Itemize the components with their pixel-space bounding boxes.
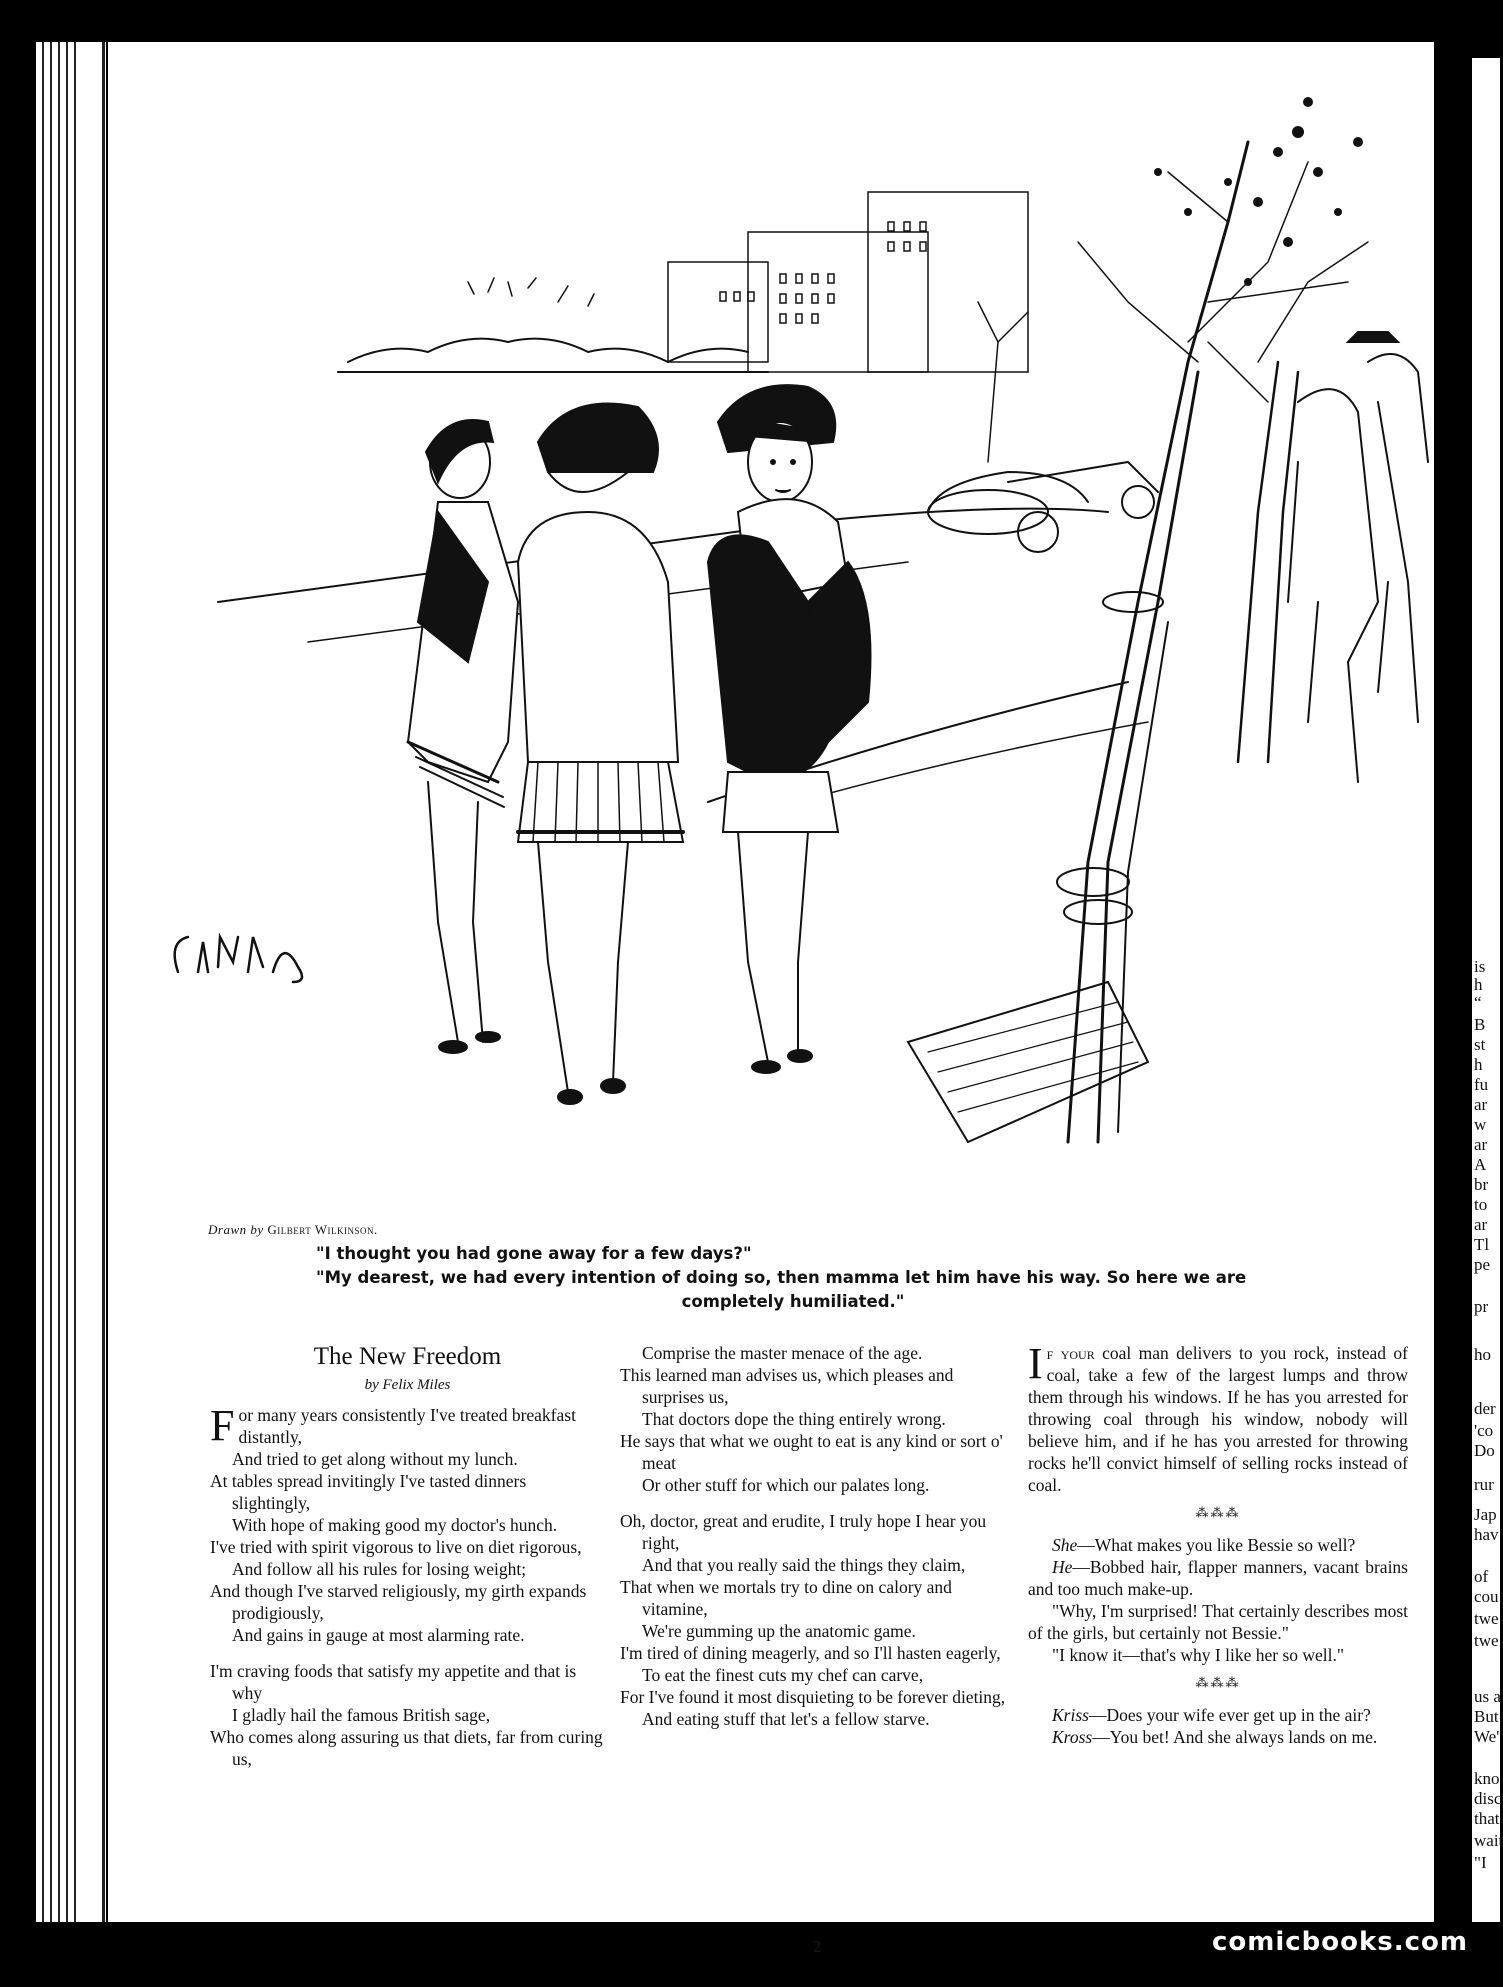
- cartoon-caption: [308, 1242, 1278, 1314]
- adjacent-page-fragment: Tl: [1474, 1235, 1490, 1254]
- poem-line: I'm tired of dining meagerly, and so I'll hasten eagerly,: [620, 1643, 1001, 1663]
- adjacent-page-fragment: Do: [1474, 1441, 1495, 1460]
- adjacent-page-fragment: wait: [1474, 1831, 1503, 1850]
- adjacent-page-fragment: 'co: [1474, 1421, 1494, 1440]
- dialogue-line: [1028, 1556, 1408, 1600]
- poem-line: Comprise the master menace of the age.: [642, 1343, 923, 1363]
- jokes-column: [1028, 1339, 1408, 1748]
- adjacent-page-fragment: ar: [1474, 1215, 1488, 1234]
- poem-line: With hope of making good my doctor's hunch.: [232, 1515, 558, 1535]
- dialogue-line: "Why, I'm surprised! That certainly describes most of the girls, but certainly not Bessie.": [1028, 1601, 1408, 1643]
- poem-line: That doctors dope the thing entirely wrong.: [642, 1409, 946, 1429]
- adjacent-page-fragment: ar: [1474, 1095, 1488, 1114]
- adjacent-page-fragment: fu: [1474, 1075, 1489, 1094]
- coal-joke: [1028, 1339, 1408, 1496]
- adjacent-page-fragment: pe: [1474, 1255, 1491, 1274]
- adjacent-page-fragment: ho: [1474, 1345, 1491, 1364]
- adjacent-page-fragment: der: [1474, 1399, 1496, 1418]
- dialogue-text: —Does your wife ever get up in the air?: [1088, 1705, 1371, 1725]
- poem-line: To eat the finest cuts my chef can carve,: [642, 1665, 924, 1685]
- caption-line-2: "My dearest, we had every intention of doing so, then mamma let him have his way. So here we are: [316, 1268, 1247, 1287]
- poem-line: I've tried with spirit vigorous to live on diet rigorous,: [210, 1537, 582, 1557]
- adjacent-page-fragment: We': [1474, 1727, 1500, 1746]
- dialogue-line: "I know it—that's why I like her so well.": [1052, 1645, 1345, 1665]
- adjacent-page-fragment: us a: [1474, 1687, 1501, 1706]
- poem-line: And eating stuff that let's a fellow starve.: [642, 1709, 930, 1729]
- dialogue-line: [1028, 1726, 1408, 1748]
- adjacent-page-strip: [1472, 58, 1503, 1922]
- illustration-credit: [208, 1222, 378, 1238]
- adjacent-page-fragment: to: [1474, 1195, 1488, 1214]
- adjacent-page-fragment: is: [1474, 957, 1486, 976]
- caption-line-1: "I thought you had gone away for a few days?": [316, 1244, 752, 1263]
- speaker-he: He: [1052, 1557, 1073, 1577]
- adjacent-page-fragment: cou: [1474, 1587, 1499, 1606]
- poem-line: For I've found it most disquieting to be forever dieting,: [620, 1687, 1006, 1707]
- adjacent-page-fragment: twe: [1474, 1609, 1499, 1628]
- poem-line: And gains in gauge at most alarming rate.: [232, 1625, 525, 1645]
- poem-line: Or other stuff for which our palates long.: [642, 1475, 930, 1495]
- book-binding-edge: [36, 42, 106, 1922]
- adjacent-page-fragment: of: [1474, 1567, 1489, 1586]
- poem-line: I gladly hail the famous British sage,: [232, 1705, 491, 1725]
- section-asterism: ⁂⁂⁂: [1195, 1505, 1241, 1520]
- adjacent-page-fragment: pr: [1474, 1297, 1489, 1316]
- poem-line: That when we mortals try to dine on calory and vitamine,: [620, 1577, 952, 1619]
- poem-line: At tables spread invitingly I've tasted dinners slightingly,: [210, 1471, 527, 1513]
- cartoon-illustration: [108, 42, 1434, 1222]
- adjacent-page-fragment: rur: [1474, 1475, 1494, 1494]
- dialogue-line: [1028, 1704, 1408, 1726]
- poem-line: And though I've starved religiously, my girth expands prodigiously,: [210, 1581, 587, 1623]
- adjacent-page-fragment: "I: [1474, 1853, 1487, 1872]
- poem-column-1: [210, 1342, 605, 1770]
- adjacent-page-fragment: Jap: [1474, 1505, 1497, 1524]
- speaker-she: She: [1052, 1535, 1078, 1555]
- adjacent-page-fragment: ar: [1474, 1135, 1488, 1154]
- speaker-kross: Kross: [1052, 1727, 1093, 1747]
- speaker-kriss: Kriss: [1052, 1705, 1089, 1725]
- poem-line: This learned man advises us, which pleases and surprises us,: [620, 1365, 954, 1407]
- section-asterism: ⁂⁂⁂: [1195, 1675, 1241, 1690]
- dialogue-text: —Bobbed hair, flapper manners, vacant brains and too much make-up.: [1028, 1557, 1408, 1599]
- poem-line: We're gumming up the anatomic game.: [642, 1621, 916, 1641]
- poem-byline: by Felix Miles: [364, 1377, 451, 1393]
- credit-artist-name: Gilbert Wilkinson.: [267, 1222, 378, 1237]
- adjacent-page-fragment: h: [1474, 1055, 1483, 1074]
- poem-line: Oh, doctor, great and erudite, I truly hope I hear you right,: [620, 1511, 987, 1553]
- poem-line: He says that what we ought to eat is any kind or sort o' meat: [620, 1431, 1003, 1473]
- joke-lead-in: f your: [1046, 1343, 1095, 1363]
- poem-line: And follow all his rules for losing weight;: [232, 1559, 527, 1579]
- adjacent-page-fragment: “: [1474, 993, 1482, 1012]
- adjacent-page-fragment: that: [1474, 1809, 1500, 1828]
- adjacent-page-fragment: st: [1474, 1035, 1486, 1054]
- adjacent-page-fragment: hav: [1474, 1525, 1499, 1544]
- adjacent-page-fragment: br: [1474, 1175, 1489, 1194]
- adjacent-page-fragment: B: [1474, 1015, 1486, 1034]
- adjacent-page-fragment: But: [1474, 1707, 1499, 1726]
- adjacent-page-fragment: disc: [1474, 1789, 1502, 1808]
- coal-joke-text: coal man delivers to you rock, instead of coal, take a few of the largest lumps and throw them through his windows. If he has you arrested for throwing coal through his window, nobody will believe him, and if he has you arrested for throwing rocks he'll convict himself of selling rocks instead of coal.: [1028, 1343, 1408, 1495]
- adjacent-page-fragment: A: [1474, 1155, 1487, 1174]
- credit-prefix: Drawn by: [208, 1222, 264, 1237]
- dialogue-text: —You bet! And she always lands on me.: [1092, 1727, 1378, 1747]
- adjacent-page-fragment: w: [1474, 1115, 1487, 1134]
- caption-line-3: completely humiliated.": [681, 1292, 905, 1311]
- poem-line: I'm craving foods that satisfy my appetite and that is why: [210, 1661, 577, 1703]
- page-number: 2: [813, 1937, 822, 1956]
- adjacent-page-fragment: kno: [1474, 1769, 1500, 1788]
- poem-line: Who comes along assuring us that diets, far from curing us,: [210, 1727, 603, 1769]
- adjacent-page-fragment: twe: [1474, 1631, 1499, 1650]
- poem-column-2: [620, 1342, 1018, 1730]
- poem-line: or many years consistently I've treated breakfast distantly,: [238, 1405, 576, 1447]
- watermark-text: comicbooks.com: [1211, 1927, 1468, 1957]
- poem-line: And that you really said the things they claim,: [642, 1555, 966, 1575]
- poem-line: And tried to get along without my lunch.: [232, 1449, 518, 1469]
- book-gutter: [1434, 42, 1472, 1922]
- adjacent-page-fragment: h: [1474, 975, 1483, 994]
- dialogue-line: [1028, 1534, 1408, 1556]
- poem-drop-cap: F: [210, 1401, 235, 1450]
- poem-title: The New Freedom: [313, 1343, 502, 1370]
- joke-drop-cap: I: [1028, 1339, 1043, 1388]
- dialogue-text: —What makes you like Bessie so well?: [1077, 1535, 1356, 1555]
